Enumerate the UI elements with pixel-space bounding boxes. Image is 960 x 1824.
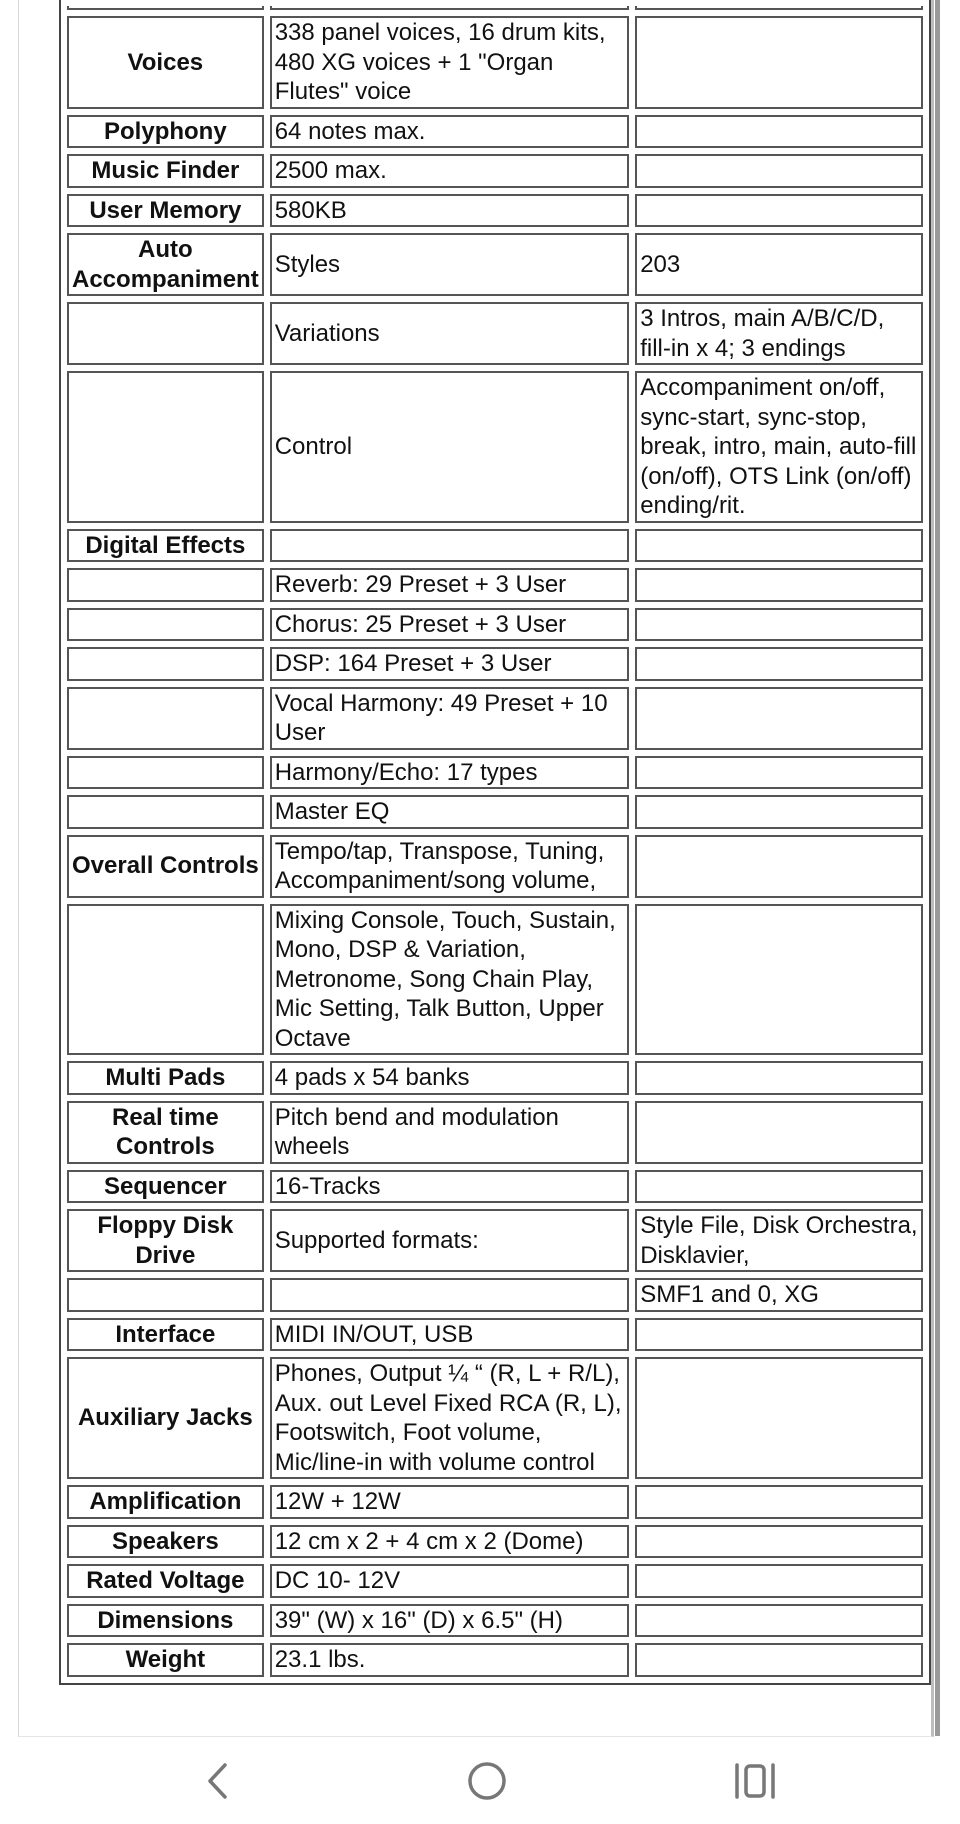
spec-value-cell: 64 notes max. bbox=[270, 115, 630, 149]
table-row bbox=[67, 1643, 923, 1677]
spec-label-cell bbox=[67, 568, 264, 602]
table-row bbox=[67, 904, 923, 1056]
spec-detail-cell bbox=[635, 647, 923, 681]
chevron-left-icon bbox=[198, 1761, 238, 1801]
table-row bbox=[67, 687, 923, 750]
spec-label-cell bbox=[67, 371, 264, 523]
back-button[interactable] bbox=[158, 1738, 278, 1824]
table-row bbox=[67, 1101, 923, 1164]
spec-detail-cell bbox=[635, 608, 923, 642]
web-page-content bbox=[18, 0, 934, 1737]
spec-value-cell: DSP: 164 Preset + 3 User bbox=[270, 647, 630, 681]
android-navigation-bar bbox=[0, 1738, 960, 1824]
spec-value-cell: MIDI IN/OUT, USB bbox=[270, 1318, 630, 1352]
table-row bbox=[67, 1278, 923, 1312]
spec-label-cell bbox=[67, 608, 264, 642]
spec-detail-cell bbox=[635, 16, 923, 109]
spec-label-cell: Sequencer bbox=[67, 1170, 264, 1204]
spec-label-cell bbox=[67, 1278, 264, 1312]
spec-detail-cell bbox=[635, 568, 923, 602]
spec-detail-cell bbox=[635, 1485, 923, 1519]
table-row bbox=[67, 302, 923, 365]
table-row bbox=[67, 1604, 923, 1638]
spec-value-cell: Mixing Console, Touch, Sustain, Mono, DSP & Variation, Metronome, Song Chain Play, Mic Setting, Talk Button, Upper Octave bbox=[270, 904, 630, 1056]
spec-detail-cell bbox=[635, 154, 923, 188]
spec-label-cell: Music Finder bbox=[67, 154, 264, 188]
spec-detail-cell bbox=[635, 1357, 923, 1479]
table-row-cut-off bbox=[67, 6, 923, 10]
table-row bbox=[67, 1209, 923, 1272]
table-row bbox=[67, 647, 923, 681]
spec-value-cell: Reverb: 29 Preset + 3 User bbox=[270, 568, 630, 602]
table-row bbox=[67, 1170, 923, 1204]
table-row bbox=[67, 115, 923, 149]
spec-detail-cell bbox=[635, 1318, 923, 1352]
spec-table bbox=[59, 0, 931, 1685]
spec-label-cell: Speakers bbox=[67, 1525, 264, 1559]
spec-label-cell: Dimensions bbox=[67, 1604, 264, 1638]
spec-label-cell: Voices bbox=[67, 16, 264, 109]
spec-label-cell: Auxiliary Jacks bbox=[67, 1357, 264, 1479]
spec-label-cell: Multi Pads bbox=[67, 1061, 264, 1095]
spec-detail-cell bbox=[635, 1101, 923, 1164]
spec-detail-cell: Style File, Disk Orchestra, Disklavier, bbox=[635, 1209, 923, 1272]
spec-detail-cell bbox=[635, 115, 923, 149]
spec-value-cell: 23.1 lbs. bbox=[270, 1643, 630, 1677]
table-row bbox=[67, 194, 923, 228]
spec-detail-cell bbox=[635, 756, 923, 790]
spec-label-cell: Overall Controls bbox=[67, 835, 264, 898]
spec-value-cell: 4 pads x 54 banks bbox=[270, 1061, 630, 1095]
spec-label-cell: Polyphony bbox=[67, 115, 264, 149]
spec-detail-cell bbox=[635, 835, 923, 898]
spec-value-cell: 39" (W) x 16" (D) x 6.5" (H) bbox=[270, 1604, 630, 1638]
spec-value-cell: Harmony/Echo: 17 types bbox=[270, 756, 630, 790]
spec-detail-cell bbox=[635, 1170, 923, 1204]
home-button[interactable] bbox=[427, 1738, 547, 1824]
table-row bbox=[67, 1485, 923, 1519]
spec-label-cell bbox=[67, 795, 264, 829]
table-row bbox=[67, 529, 923, 563]
table-row bbox=[67, 756, 923, 790]
table-row bbox=[67, 795, 923, 829]
spec-value-cell: 2500 max. bbox=[270, 154, 630, 188]
table-row bbox=[67, 1564, 923, 1598]
spec-detail-cell: SMF1 and 0, XG bbox=[635, 1278, 923, 1312]
spec-label-cell bbox=[67, 756, 264, 790]
spec-detail-cell bbox=[635, 1525, 923, 1559]
spec-label-cell: Weight bbox=[67, 1643, 264, 1677]
spec-value-cell: 16-Tracks bbox=[270, 1170, 630, 1204]
table-row bbox=[67, 1061, 923, 1095]
spec-detail-cell: 3 Intros, main A/B/C/D, fill-in x 4; 3 endings bbox=[635, 302, 923, 365]
table-row bbox=[67, 16, 923, 109]
table-row bbox=[67, 1525, 923, 1559]
spec-detail-cell bbox=[635, 795, 923, 829]
spec-value-cell: Vocal Harmony: 49 Preset + 10 User bbox=[270, 687, 630, 750]
spec-value-cell: Styles bbox=[270, 233, 630, 296]
spec-value-cell: Chorus: 25 Preset + 3 User bbox=[270, 608, 630, 642]
spec-value-cell: Control bbox=[270, 371, 630, 523]
spec-label-cell: Real time Controls bbox=[67, 1101, 264, 1164]
spec-label-cell: Amplification bbox=[67, 1485, 264, 1519]
spec-label-cell: User Memory bbox=[67, 194, 264, 228]
spec-value-cell: DC 10- 12V bbox=[270, 1564, 630, 1598]
spec-detail-cell: 203 bbox=[635, 233, 923, 296]
spec-value-cell: Variations bbox=[270, 302, 630, 365]
spec-detail-cell bbox=[635, 1604, 923, 1638]
spec-detail-cell bbox=[635, 1564, 923, 1598]
spec-value-cell: Master EQ bbox=[270, 795, 630, 829]
spec-value-cell: 580KB bbox=[270, 194, 630, 228]
spec-detail-cell: Accompaniment on/off, sync-start, sync-stop, break, intro, main, auto-fill (on/off), OTS Link (on/off) ending/rit. bbox=[635, 371, 923, 523]
spec-label-cell bbox=[67, 904, 264, 1056]
spec-label-cell: Floppy Disk Drive bbox=[67, 1209, 264, 1272]
spec-detail-cell bbox=[635, 194, 923, 228]
circle-home-icon bbox=[466, 1760, 508, 1802]
table-row bbox=[67, 371, 923, 523]
spec-detail-cell bbox=[635, 1643, 923, 1677]
spec-value-cell: Supported formats: bbox=[270, 1209, 630, 1272]
table-row bbox=[67, 608, 923, 642]
spec-label-cell bbox=[67, 687, 264, 750]
spec-detail-cell bbox=[635, 1061, 923, 1095]
spec-value-cell: Tempo/tap, Transpose, Tuning, Accompaniment/song volume, bbox=[270, 835, 630, 898]
recent-apps-button[interactable] bbox=[695, 1738, 815, 1824]
spec-value-cell bbox=[270, 1278, 630, 1312]
spec-detail-cell bbox=[635, 904, 923, 1056]
table-row bbox=[67, 1318, 923, 1352]
spec-value-cell bbox=[270, 529, 630, 563]
spec-label-cell: Rated Voltage bbox=[67, 1564, 264, 1598]
spec-label-cell: Digital Effects bbox=[67, 529, 264, 563]
spec-value-cell: 12W + 12W bbox=[270, 1485, 630, 1519]
spec-value-cell: Phones, Output ¼ “ (R, L + R/L), Aux. out Level Fixed RCA (R, L), Footswitch, Foot volume, Mic/line-in with volume control bbox=[270, 1357, 630, 1479]
spec-label-cell: Interface bbox=[67, 1318, 264, 1352]
spec-value-cell: 12 cm x 2 + 4 cm x 2 (Dome) bbox=[270, 1525, 630, 1559]
spec-label-cell: Auto Accompaniment bbox=[67, 233, 264, 296]
spec-value-cell: Pitch bend and modulation wheels bbox=[270, 1101, 630, 1164]
spec-label-cell bbox=[67, 302, 264, 365]
recent-apps-icon bbox=[732, 1761, 778, 1801]
table-row bbox=[67, 1357, 923, 1479]
spec-detail-cell bbox=[635, 687, 923, 750]
table-row bbox=[67, 233, 923, 296]
table-row bbox=[67, 835, 923, 898]
table-row bbox=[67, 154, 923, 188]
spec-detail-cell bbox=[635, 529, 923, 563]
spec-label-cell bbox=[67, 647, 264, 681]
table-row bbox=[67, 568, 923, 602]
spec-value-cell: 338 panel voices, 16 drum kits, 480 XG voices + 1 "Organ Flutes" voice bbox=[270, 16, 630, 109]
